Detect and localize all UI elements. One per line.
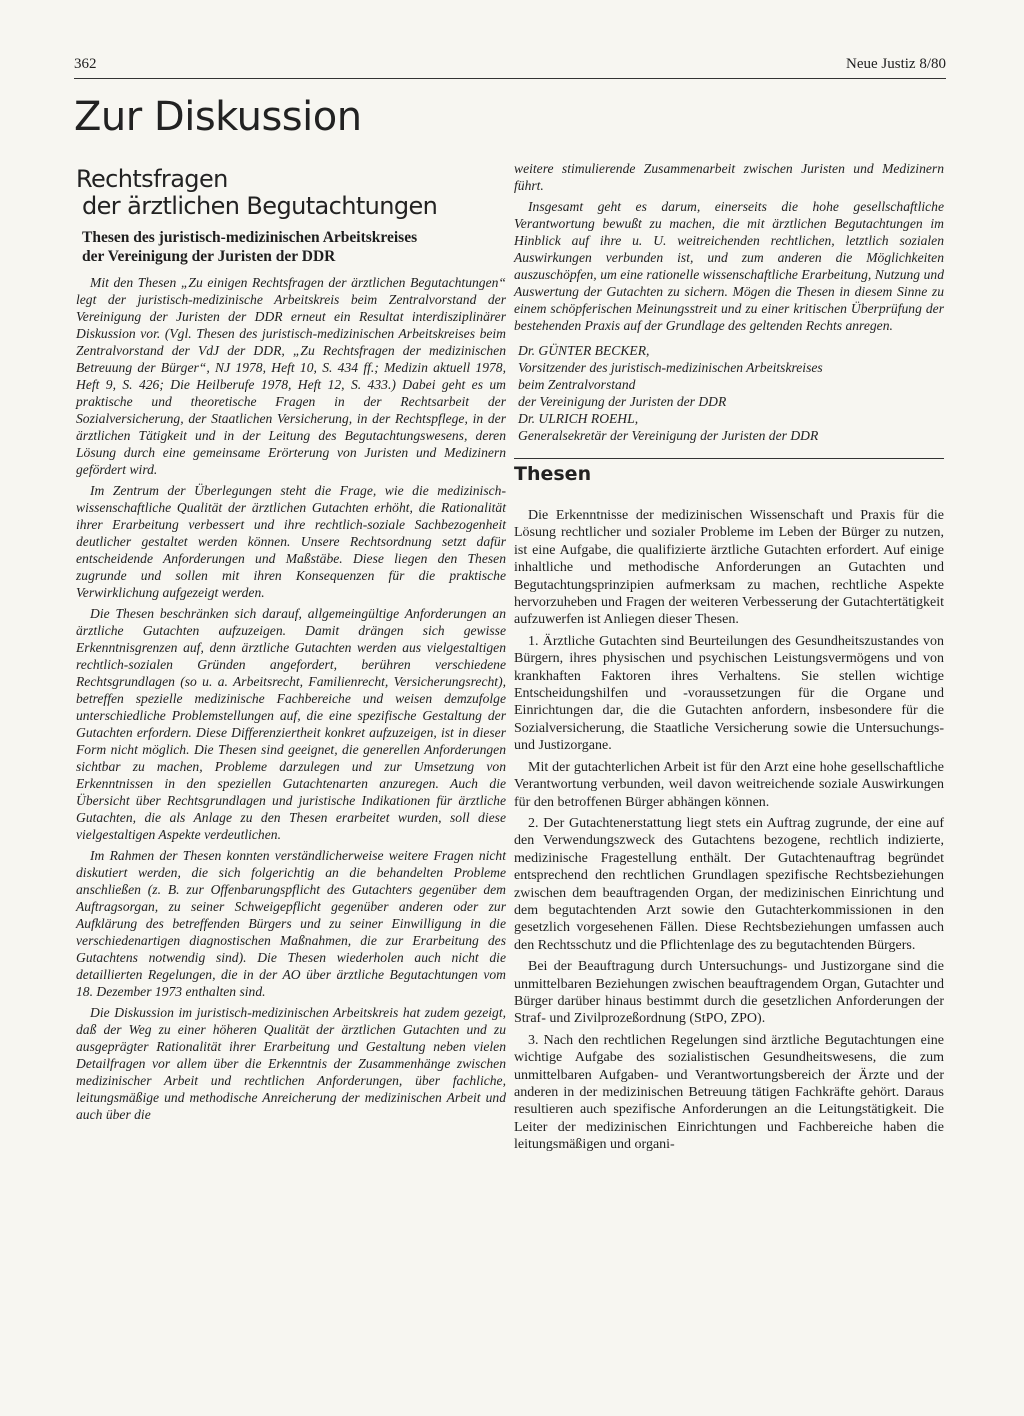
thesen-paragraph: 1. Ärztliche Gutachten sind Beurteilungen des Gesundheitszustandes von Bürgern, ihres physischen und psychischen Leistungsvermögens und von krankhaften Faktoren ihres Verhaltens. Sie stellen wichtige Entscheidungshilfen und -voraussetzungen für die Organe und Einrichtungen dar, die die Gutachten anfordern, insbesondere für die Sozialversicherung, die Staatliche Versicherung sowie die Untersuchungs- und Justizorgane. bbox=[514, 633, 944, 754]
signature-block bbox=[518, 342, 944, 444]
intro-continuation: weitere stimulierende Zusammenarbeit zwischen Juristen und Medizinern führt. bbox=[514, 161, 944, 193]
thesen-paragraph: Mit der gutachterlichen Arbeit ist für den Arzt eine hohe gesellschaftliche Verantwortung verbunden, weil davon weitreichende soziale Auswirkungen für den betroffenen Bürger abhängen können. bbox=[514, 759, 944, 810]
left-column bbox=[76, 160, 506, 1127]
article-subtitle bbox=[82, 228, 506, 266]
page-header bbox=[74, 56, 946, 79]
signature-line: Dr. ULRICH ROEHL, bbox=[518, 411, 639, 426]
page-number: 362 bbox=[74, 56, 97, 72]
article-title-line-2: der ärztlichen Begutachtungen bbox=[82, 192, 438, 220]
article-title-line-1: Rechtsfragen bbox=[76, 165, 228, 193]
signature-line: beim Zentralvorstand bbox=[518, 377, 636, 392]
thesen-section bbox=[514, 458, 944, 1154]
thesen-paragraph: Die Erkenntnisse der medizinischen Wissenschaft und Praxis für die Lösung rechtlicher und sozialer Probleme im Leben der Bürger zu nutzen, ist eine Aufgabe, die qualifizierte ärztliche Gutachten erfordert. Auf einige inhaltliche und methodische Anforderungen an Gutachten und Begutachtungsprinzipien aufmerksam zu machen, rechtliche Aspekte hervorzuheben und Fragen der weiteren Verbesserung der Gutachtertätigkeit aufzuwerfen ist Anliegen dieser Thesen. bbox=[514, 508, 944, 628]
intro-paragraph: Mit den Thesen „Zu einigen Rechtsfragen der ärztlichen Begutachtungen“ legt der juristisch-medizinische Arbeitskreis beim Zentralvorstand der Vereinigung der Juristen der DDR erneut ein Resultat interdisziplinärer Diskussion vor. (Vgl. Thesen des juristisch-medizinischen Arbeitskreises beim Zentralvorstand der VdJ der DDR, „Zu Rechtsfragen der medizinischen Betreuung der Bürger“, NJ 1978, Heft 10, S. 434 ff.; Medizin aktuell 1978, Heft 9, S. 426; Die Heilberufe 1978, Heft 12, S. 433.) Dabei geht es um praktische und theoretische Fragen in der Rechtsarbeit der Sozialversicherung, der Staatlichen Versicherung, in der Rechtspflege, in der ärztlichen Tätigkeit und in der Leitung des Begutachtungswesens, deren Lösung durch eine gemeinsame Erörterung von Juristen und Medizinern gefördert wird. bbox=[76, 275, 506, 477]
thesen-body bbox=[514, 507, 944, 1154]
article-title bbox=[76, 166, 506, 220]
thesen-paragraph: 2. Der Gutachtenerstattung liegt stets ein Auftrag zugrunde, der eine auf den Verwendungszweck des Gutachtens bezogene, rechtlich indizierte, medizinische Fragestellung enthält. Der Gutachtenauftrag begründet entsprechend den rechtlichen Grundlagen spezifische Rechtsbeziehungen zwischen dem beauftragenden Organ, der medizinischen Einrichtung und dem begutachtenden Arzt sowie den Gutachterkommissionen in den gesetzlich vorgesehenen Fällen. Diese Rechtsbeziehungen umfassen auch den Rechtsschutz und die Pflichtenlage des zu begutachtenden Bürgers. bbox=[514, 815, 944, 953]
signature-line: der Vereinigung der Juristen der DDR bbox=[518, 394, 727, 409]
section-title: Zur Diskussion bbox=[74, 94, 362, 140]
right-column bbox=[514, 160, 944, 1158]
thesen-paragraph: 3. Nach den rechtlichen Regelungen sind ärztliche Begutachtungen eine wichtige Aufgabe des sozialistischen Gesundheitswesens, die zum unmittelbaren Aufgaben- und Verantwortungsbereich der Ärzte und der anderen in der medizinischen Betreuung tätigen Fachkräfte gehört. Daraus resultieren auch spezifische Anforderungen an die Leitungstätigkeit. Die Leiter der medizinischen Einrichtungen und Fachbereiche haben die leitungsmäßigen und organi- bbox=[514, 1032, 944, 1153]
intro-paragraph: Insgesamt geht es darum, einerseits die hohe gesellschaftliche Verantwortung bewußt zu machen, die mit ärztlichen Begutachtungen im Hinblick auf ihre u. U. weitreichenden rechtlichen, letztlich sozialen Auswirkungen verbunden ist, und zum anderen die Möglichkeiten auszuschöpfen, um eine rationelle wissenschaftliche Erarbeitung, Nutzung und Auswertung der Gutachten zu sichern. Mögen die Thesen in diesem Sinne zu einem schöpferischen Meinungsstreit und zu einer kritischen Überprüfung der bestehenden Praxis auf der Grundlage des geltenden Rechts anregen. bbox=[514, 199, 944, 333]
intro-paragraph: Im Rahmen der Thesen konnten verständlicherweise weitere Fragen nicht diskutiert werden, die sich folgerichtig an die behandelten Probleme anschließen (z. B. zur Offenbarungspflicht des Gutachters gegenüber dem Auftragsorgan, zu seiner Schweigepflicht gegenüber anderen oder zur Aufklärung des betreffenden Bürgers und zu seiner Einwilligung in die verschiedenartigen diagnostischen Maßnahmen, die zur Erarbeitung des Gutachtens notwendig sind). Die Thesen wiederholen auch nicht die detaillierten Regelungen, die in der AO über ärztliche Begutachtungen vom 18. Dezember 1973 enthalten sind. bbox=[76, 848, 506, 999]
signature-line: Vorsitzender des juristisch-medizinischen Arbeitskreises bbox=[518, 360, 823, 375]
thesen-paragraph: Bei der Beauftragung durch Untersuchungs- und Justizorgane sind die unmittelbaren Beziehungen zwischen beauftragendem Organ, Gutachter und Bürger darüber hinaus bestimmt durch die gesetzlichen Anforderungen der Straf- und Zivilprozeßordnung (StPO, ZPO). bbox=[514, 959, 944, 1027]
intro-paragraph: Im Zentrum der Überlegungen steht die Frage, wie die medizinisch-wissenschaftliche Qualität der ärztlichen Gutachten erhöht, die Rationalität ihrer Erarbeitung verbessert und ihre rechtlich-soziale Sachbezogenheit deutlicher gestaltet werden können. Unsere Rechtsordnung setzt dafür entscheidende Anforderungen und Maßstäbe. Diese liegen den Thesen zugrunde und sollen mit ihren Konsequenzen für die praktische Verwirklichung aufgezeigt werden. bbox=[76, 483, 506, 600]
journal-issue: Neue Justiz 8/80 bbox=[846, 56, 946, 72]
article-subtitle-line-2: der Vereinigung der Juristen der DDR bbox=[82, 248, 336, 265]
article-subtitle-line-1: Thesen des juristisch-medizinischen Arbeitskreises bbox=[82, 229, 418, 246]
intro-paragraph: Die Thesen beschränken sich darauf, allgemeingültige Anforderungen an ärztliche Gutachten aufzuzeigen. Damit drängen sich gewisse Erkenntnisgrenzen auf, denn ärztliche Gutachten werden aus vielgestaltigen rechtlich-sozialen Gründen angefordert, berühren verschiedene Rechtsgrundlagen (so u. a. Arbeitsrecht, Familienrecht, Versicherungsrecht), betreffen spezielle medizinische Fachbereiche und weisen demzufolge unterschiedliche Problemstellungen auf, die eine spezifische Gestaltung der Gutachten erfordern. Diese Differenziertheit konkret aufzuzeigen, ist in dieser Form nicht möglich. Die Thesen sind geeignet, die generellen Anforderungen sichtbar zu machen, Probleme darzulegen und zur Umsetzung von Erkenntnissen in den speziellen Gutachtenarten anzuregen. Auch die Übersicht über Rechtsgrundlagen und juristische Indikationen für ärztliche Gutachten, die als Anlage zu den Thesen erarbeitet wurden, soll diese vielgestaltigen Aspekte verdeutlichen. bbox=[76, 606, 506, 842]
thesen-heading: Thesen bbox=[514, 463, 592, 485]
signature-line: Generalsekretär der Vereinigung der Juristen der DDR bbox=[518, 428, 819, 443]
intro-paragraph: Die Diskussion im juristisch-medizinischen Arbeitskreis hat zudem gezeigt, daß der Weg zu einer höheren Qualität der ärztlichen Gutachten und zu ausgeprägter Rationalität ihrer Erarbeitung und Gestaltung neben vielen Detailfragen vor allem über die Erkenntnis der Zusammenhänge zwischen medizinischer Arbeit und rechtlichen Anforderungen, über fachliche, leitungsmäßige und methodische Anreicherung der medizinischen Arbeit und auch über die bbox=[76, 1005, 506, 1122]
signature-line: Dr. GÜNTER BECKER, bbox=[518, 343, 650, 358]
